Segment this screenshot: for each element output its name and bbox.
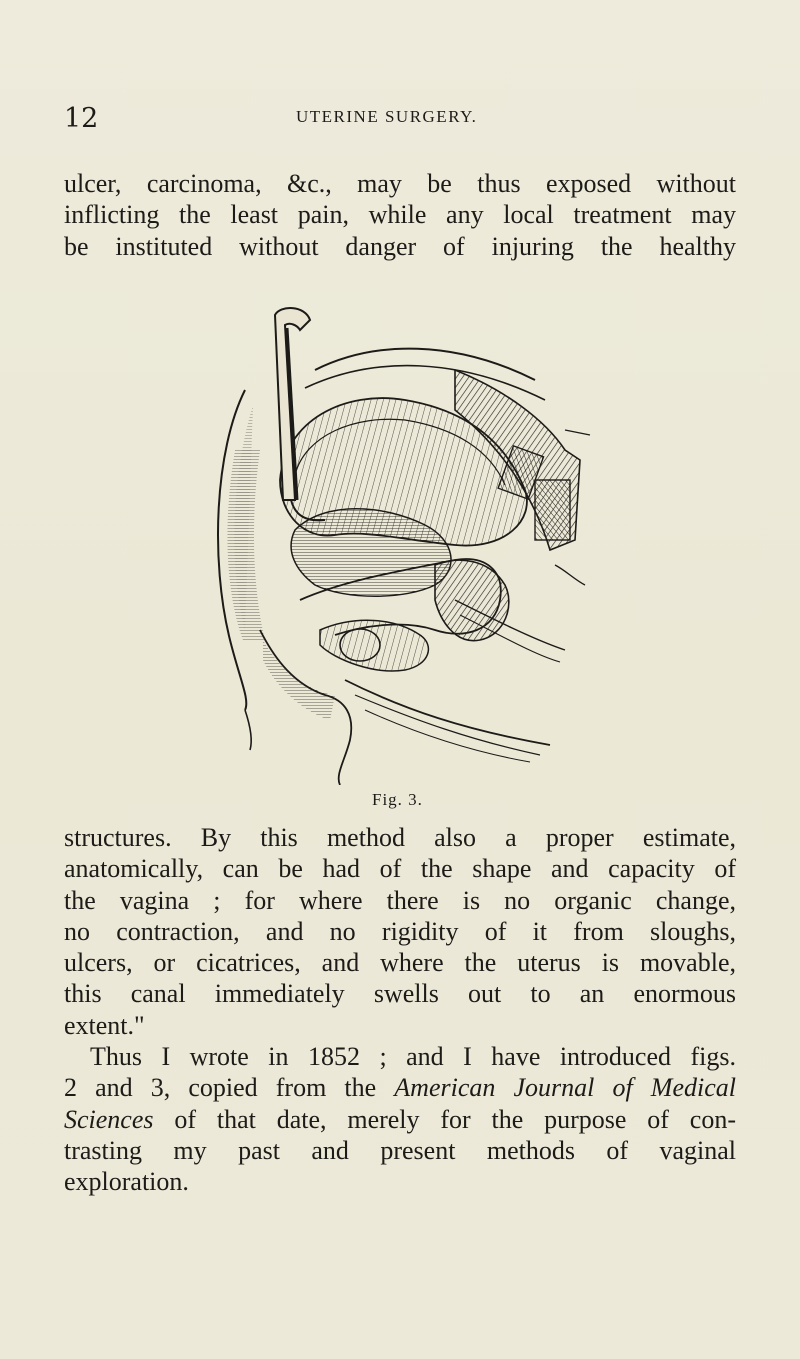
paragraph-main xyxy=(64,822,736,1198)
text-span: of that date, merely for the purpose of con- xyxy=(153,1104,736,1134)
anatomical-illustration xyxy=(205,300,595,785)
text-line: ulcer, carcinoma, &c., may be thus exposed without xyxy=(64,169,736,198)
paragraph-top xyxy=(64,168,736,262)
text-line: trasting my past and present methods of vaginal xyxy=(64,1135,736,1165)
page-number: 12 xyxy=(64,103,99,134)
text-line: exploration. xyxy=(64,1167,189,1197)
text-line xyxy=(64,1072,736,1103)
text-line: inflicting the least pain, while any local treatment may xyxy=(64,200,736,230)
text-line: ulcers, or cicatrices, and where the uterus is movable, xyxy=(64,948,736,978)
text-span: 2 and 3, copied from the xyxy=(64,1073,395,1103)
text-line: no contraction, and no rigidity of it from sloughs, xyxy=(64,916,736,946)
text-line: this canal immediately swells out to an enormous xyxy=(64,979,736,1009)
journal-title: American Journal of Medical xyxy=(394,1073,736,1103)
text-line: be instituted without danger of injuring the healthy xyxy=(64,231,736,261)
running-title: UTERINE SURGERY. xyxy=(296,107,478,126)
text-line: the vagina ; for where there is no organic change, xyxy=(64,885,736,915)
text-line: extent." xyxy=(64,1010,145,1040)
text-line: anatomically, can be had of the shape and capacity of xyxy=(64,854,736,884)
page-header xyxy=(0,103,800,143)
journal-title-cont: Sciences xyxy=(64,1104,154,1134)
text-line xyxy=(64,1104,736,1135)
figure-caption: Fig. 3. xyxy=(372,790,423,809)
text-line: Thus I wrote in 1852 ; and I have introduced figs. xyxy=(90,1042,736,1072)
text-line: structures. By this method also a proper estimate, xyxy=(64,823,736,852)
